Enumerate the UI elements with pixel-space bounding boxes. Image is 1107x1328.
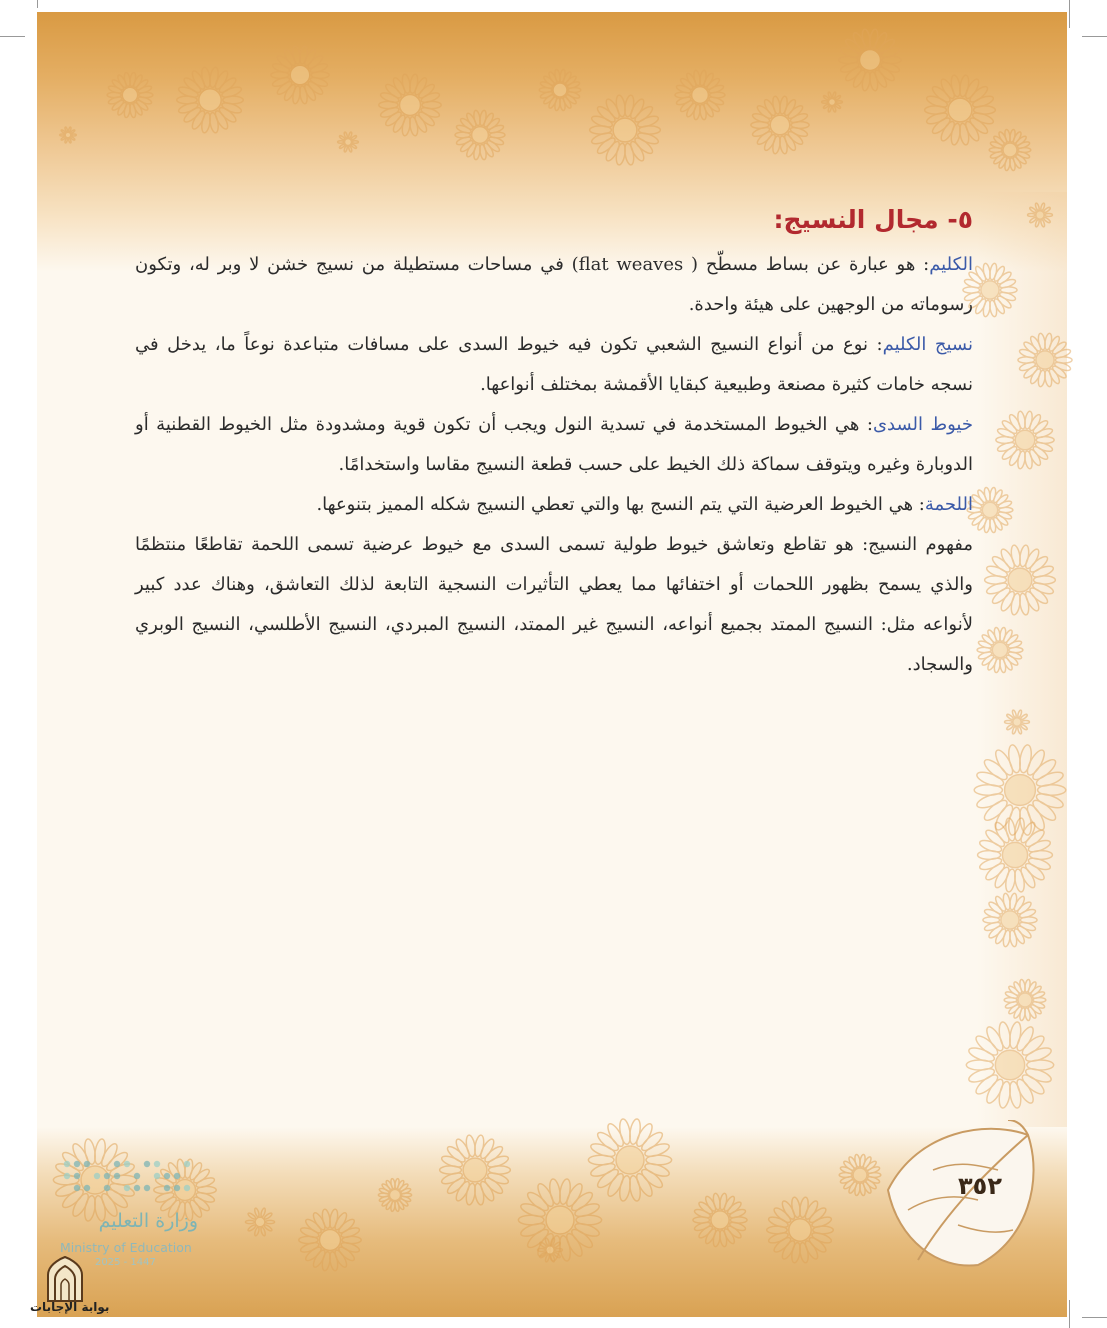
flower-ornament-icon	[996, 411, 1054, 470]
flower-ornament-icon	[60, 127, 77, 143]
definition-kilim-weave	[135, 325, 973, 405]
flower-ornament-icon	[767, 1197, 834, 1264]
lesson-content	[135, 195, 973, 685]
definition-text: : هو عبارة عن بساط مسطّح ( flat weaves) في مساحات مستطيلة من نسيج خشن لا وبر له، وتكون رسوماته من الوجهين على هيئة واحدة.	[135, 254, 973, 315]
flower-ornament-icon	[177, 67, 244, 134]
term-label: الكليم	[929, 254, 973, 275]
portal-watermark-label: بوابة الإجابات	[30, 1300, 110, 1314]
crop-mark	[1069, 0, 1070, 28]
flower-ornament-icon	[974, 744, 1066, 836]
flower-ornament-icon	[1018, 333, 1072, 387]
flower-ornament-icon	[1005, 710, 1030, 735]
term-label: اللحمة	[924, 494, 973, 515]
flower-ornament-icon	[1028, 203, 1053, 228]
ministry-name-english: Ministry of Education	[60, 1240, 192, 1255]
flower-ornament-icon	[839, 1154, 881, 1196]
flower-ornament-icon	[1004, 979, 1046, 1021]
flower-ornament-icon	[271, 46, 329, 105]
flower-ornament-icon	[983, 893, 1037, 947]
flower-ornament-icon	[379, 74, 441, 137]
ministry-name-arabic: وزارة التعليم	[98, 1210, 198, 1232]
definition-text: : نوع من أنواع النسيج الشعبي تكون فيه خيوط السدى على مسافات متباعدة نوعاً ما، يدخل في نسجه خامات كثيرة مصنعة وطبيعية كبقايا الأقمشة بمختلف أنواعها.	[135, 334, 973, 395]
definition-weaving-concept	[135, 525, 973, 685]
definition-warp-threads	[135, 405, 973, 485]
crop-mark	[1082, 1317, 1107, 1318]
flower-ornament-icon	[539, 69, 581, 111]
crop-mark	[1069, 1300, 1070, 1328]
flower-ornament-icon	[455, 110, 505, 160]
flower-ornament-icon	[977, 627, 1023, 673]
crop-mark	[37, 0, 38, 8]
flower-ornament-icon	[338, 132, 359, 153]
flower-ornament-icon	[675, 70, 725, 120]
flower-ornament-icon	[822, 92, 843, 113]
definition-text: مفهوم النسيج: هو تقاطع وتعاشق خيوط طولية تسمى السدى مع خيوط عرضية تسمى اللحمة تقاطعًا منتظمًا والذي يسمح بظهور اللحمات أو اختفائها مما يعطي التأثيرات النسجية التابعة لذلك التعاشق، وهناك عدد كبير لأنواعه مثل: النسيج الممتد بجميع أنواعه، النسيج غير الممتد، النسيج المبردي، النسيج الأطلسي، النسيج الوبري والسجاد.	[135, 534, 973, 675]
flower-ornament-icon	[693, 1193, 747, 1247]
definition-text: : هي الخيوط العرضية التي يتم النسج بها والتي تعطي النسيج شكله المميز بتنوعها.	[316, 494, 925, 515]
flower-ornament-icon	[985, 544, 1056, 615]
flower-ornament-icon	[966, 1021, 1053, 1109]
flower-ornament-icon	[440, 1134, 511, 1205]
definition-text: : هي الخيوط المستخدمة في تسدية النول ويجب أن تكون قوية ومشدودة مثل الخيوط القطنية أو الدوبارة وغيره ويتوقف سماكة ذلك الخيط على حسب قطعة النسيج مقاسا واستخدامًا.	[135, 414, 973, 475]
flower-ornament-icon	[839, 29, 901, 92]
flower-ornament-icon	[245, 1208, 274, 1237]
flower-ornament-icon	[588, 1118, 671, 1202]
term-label: خيوط السدى	[872, 414, 973, 435]
crop-mark	[0, 36, 25, 37]
definition-weft	[135, 485, 973, 525]
section-heading: ٥- مجال النسيج:	[773, 205, 973, 234]
page-number: ٣٥٢	[958, 1172, 1002, 1200]
flower-ornament-icon	[925, 74, 996, 145]
ministry-year: 2025 - 1447	[95, 1257, 156, 1268]
flower-ornament-icon	[378, 1178, 411, 1211]
flower-ornament-icon	[751, 96, 809, 155]
flower-ornament-icon	[299, 1209, 361, 1272]
flower-ornament-icon	[590, 94, 661, 165]
flower-ornament-icon	[967, 487, 1013, 533]
flower-ornament-icon	[107, 72, 153, 118]
flower-ornament-icon	[978, 817, 1053, 892]
crop-mark	[1082, 36, 1107, 37]
portal-building-icon	[44, 1255, 86, 1303]
term-label: نسيج الكليم	[882, 334, 973, 355]
definition-kilim	[135, 245, 973, 325]
flower-ornament-icon	[989, 129, 1031, 171]
